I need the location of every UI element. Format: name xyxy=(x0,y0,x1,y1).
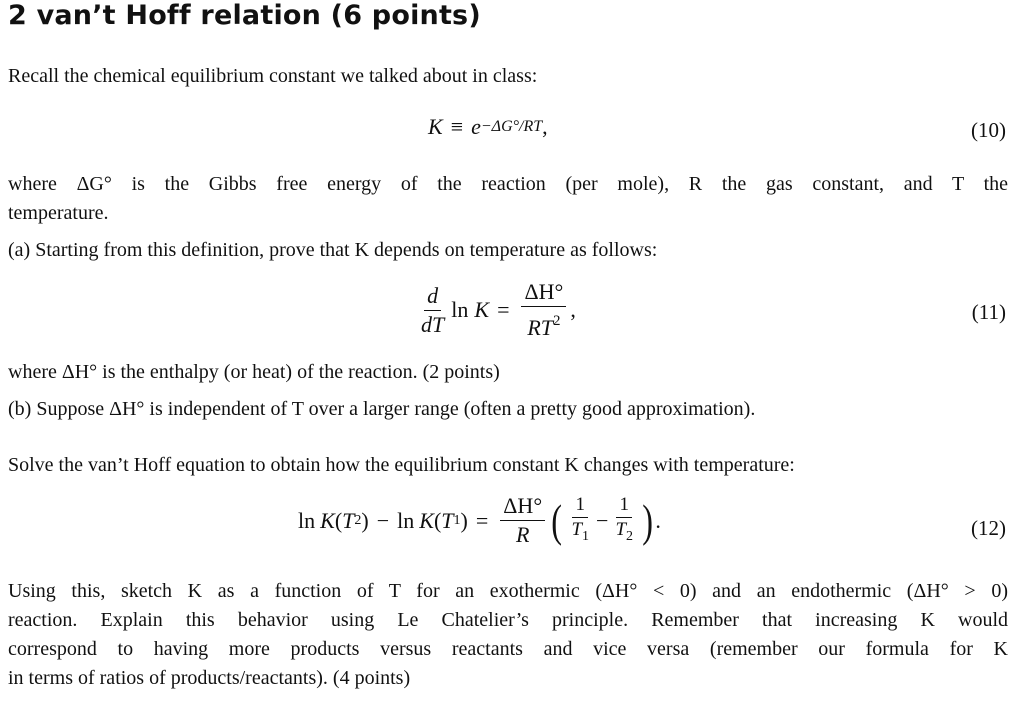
eq11-den xyxy=(524,307,563,340)
eq12-ln1: ln xyxy=(298,507,316,533)
eq12-t2b: T xyxy=(615,518,627,540)
eq10-relation: ≡ xyxy=(450,114,464,139)
eq10-base: e xyxy=(471,114,481,139)
section-heading: 2 van’t Hoff relation (6 points) xyxy=(8,0,481,31)
eq12-k2: K xyxy=(419,507,434,533)
eq11-trail: , xyxy=(570,297,576,322)
eq11-d-num: d xyxy=(424,284,441,311)
where-gibbs-text xyxy=(8,170,1008,228)
where-gibbs-line2: temperature. xyxy=(8,202,109,224)
eq11-number: (11) xyxy=(971,300,1006,324)
eq12-t2a: T xyxy=(342,507,355,533)
equation-11 xyxy=(0,280,1024,340)
eq12-number: (12) xyxy=(971,516,1006,540)
eq11-derivative xyxy=(418,284,447,337)
eq12-den: R xyxy=(515,522,530,547)
eq11-k: K xyxy=(474,297,490,322)
eq12-t1a: T xyxy=(441,507,454,533)
eq12-frac-b xyxy=(612,495,636,547)
final-line1: Using this, sketch K as a function of T for an exothermic (ΔH° < 0) and an endothermic (ΔH° > 0) xyxy=(8,580,1008,602)
eq12-one-a: 1 xyxy=(572,495,588,518)
eq11-num: ΔH° xyxy=(521,280,566,307)
eq11-d-den: dT xyxy=(421,311,445,337)
eq10-lhs: K xyxy=(428,114,443,139)
eq11-relation: = xyxy=(497,297,510,322)
eq12-sub2b: 2 xyxy=(626,528,634,544)
where-gibbs-line1: where ΔG° is the Gibbs free energy of the reaction (per mole), R the gas constant, and T the xyxy=(8,173,1008,195)
final-line3: correspond to having more products versus reactants and vice versa (remember our formula for K xyxy=(8,638,1008,660)
equation-10 xyxy=(0,100,1024,160)
eq12-frac-a xyxy=(568,495,592,547)
eq10-number: (10) xyxy=(971,118,1006,142)
eq12-one-b: 1 xyxy=(616,495,632,518)
eq12-sub1b: 1 xyxy=(582,528,590,544)
eq11-den-base: RT xyxy=(527,315,553,340)
eq12-trail: . xyxy=(655,507,661,533)
eq11-ln: ln xyxy=(451,297,469,322)
eq12-sub1a: 1 xyxy=(453,512,461,528)
final-line2: reaction. Explain this behavior using Le Chatelier’s principle. Remember that increasing K would xyxy=(8,609,1008,631)
eq11-den-exp: 2 xyxy=(553,313,561,329)
eq12-t1b: T xyxy=(571,518,583,540)
intro-text: Recall the chemical equilibrium constant we talked about in class: xyxy=(8,65,538,87)
eq12-relation: = xyxy=(475,507,489,533)
eq12-num: ΔH° xyxy=(500,494,545,521)
eq10-exponent: −ΔG°/RT xyxy=(480,118,543,135)
part-a-text: (a) Starting from this definition, prove that K depends on temperature as follows: xyxy=(8,239,658,261)
eq12-enthalpy-fraction xyxy=(500,494,545,547)
eq11-rhs-fraction xyxy=(521,280,566,340)
eq12-k1: K xyxy=(320,507,335,533)
final-paragraph xyxy=(8,577,1008,693)
final-line4: in terms of ratios of products/reactants). (4 points) xyxy=(8,667,411,689)
eq12-sub2a: 2 xyxy=(354,512,362,528)
eq12-ln2: ln xyxy=(397,507,415,533)
where-enthalpy-text: where ΔH° is the enthalpy (or heat) of the reaction. (2 points) xyxy=(8,361,500,383)
part-b-text: (b) Suppose ΔH° is independent of T over a larger range (often a pretty good approximation). xyxy=(8,398,756,420)
equation-12: ln K ( T 2 ) − ln K ( T 1 ) = $\frac{\Delta H^\circ}{R}$ ( $\frac{1}{T_1}$ − $\frac{1}{T_2}$ ) . (12) xyxy=(298,493,1006,547)
eq12-minus: − xyxy=(376,507,390,533)
solve-text: Solve the van’t Hoff equation to obtain how the equilibrium constant K changes with temperature: xyxy=(8,454,795,476)
eq12-left-paren: ( xyxy=(551,494,563,546)
eq12-minus2: − xyxy=(596,507,609,533)
eq10-trail: , xyxy=(542,114,548,139)
eq12-right-paren: ) xyxy=(642,494,654,546)
